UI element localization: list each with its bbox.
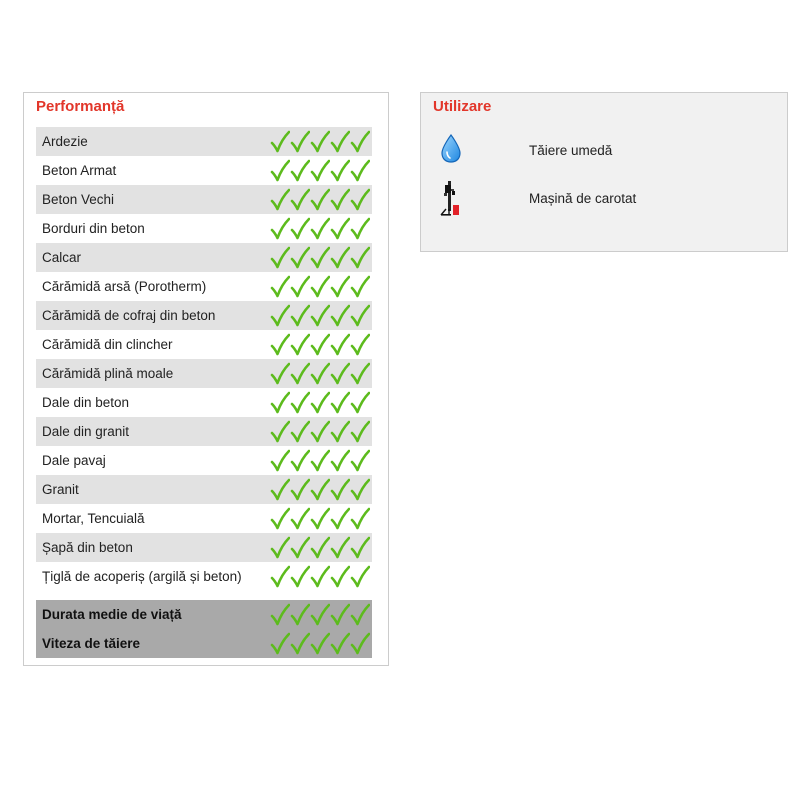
check-icon: [330, 159, 350, 183]
check-icon: [350, 536, 370, 560]
summary-label: Durata medie de viață: [42, 607, 182, 622]
check-icon: [350, 362, 370, 386]
check-icon: [330, 632, 350, 656]
core-drill-machine-icon: [437, 179, 465, 219]
performance-panel: [23, 92, 389, 666]
material-label: Dale din granit: [42, 424, 130, 439]
check-icon: [310, 362, 330, 386]
check-icon: [290, 217, 310, 241]
usage-item-core-drill: [421, 179, 787, 219]
usage-title: Utilizare: [433, 98, 492, 115]
rating-checks: [270, 507, 370, 531]
check-icon: [310, 507, 330, 531]
check-icon: [330, 275, 350, 299]
check-icon: [330, 565, 350, 589]
summary-label: Viteza de tăiere: [42, 636, 141, 651]
material-row: [36, 562, 372, 591]
usage-panel: [420, 92, 788, 252]
check-icon: [290, 536, 310, 560]
performance-title: Performanță: [36, 98, 125, 115]
check-icon: [270, 565, 290, 589]
material-row: [36, 301, 372, 330]
material-label: Cărămidă de cofraj din beton: [42, 308, 216, 323]
rating-checks: [270, 159, 370, 183]
material-label: Șapă din beton: [42, 540, 133, 555]
check-icon: [290, 159, 310, 183]
check-icon: [350, 246, 370, 270]
material-label: Dale din beton: [42, 395, 130, 410]
material-label: Cărămidă din clincher: [42, 337, 173, 352]
material-row: [36, 272, 372, 301]
check-icon: [290, 362, 310, 386]
check-icon: [290, 632, 310, 656]
material-label: Calcar: [42, 250, 82, 265]
check-icon: [310, 333, 330, 357]
check-icon: [330, 333, 350, 357]
check-icon: [270, 275, 290, 299]
material-label: Cărămidă plină moale: [42, 366, 174, 381]
check-icon: [330, 188, 350, 212]
check-icon: [330, 130, 350, 154]
check-icon: [310, 188, 330, 212]
check-icon: [330, 420, 350, 444]
check-icon: [290, 304, 310, 328]
check-icon: [270, 507, 290, 531]
material-label: Țiglă de acoperiș (argilă și beton): [42, 569, 242, 584]
materials-list: [36, 127, 372, 591]
material-row: [36, 156, 372, 185]
material-row: [36, 417, 372, 446]
check-icon: [350, 449, 370, 473]
rating-checks: [270, 275, 370, 299]
usage-label: Mașină de carotat: [529, 191, 637, 206]
material-row: [36, 533, 372, 562]
check-icon: [350, 603, 370, 627]
rating-checks: [270, 632, 370, 656]
check-icon: [270, 246, 290, 270]
check-icon: [310, 217, 330, 241]
check-icon: [350, 507, 370, 531]
check-icon: [270, 603, 290, 627]
check-icon: [290, 391, 310, 415]
rating-checks: [270, 420, 370, 444]
check-icon: [350, 130, 370, 154]
material-row: [36, 446, 372, 475]
rating-checks: [270, 536, 370, 560]
check-icon: [350, 159, 370, 183]
check-icon: [350, 188, 370, 212]
material-label: Beton Vechi: [42, 192, 115, 207]
check-icon: [270, 362, 290, 386]
check-icon: [270, 391, 290, 415]
check-icon: [350, 304, 370, 328]
check-icon: [310, 391, 330, 415]
check-icon: [270, 130, 290, 154]
check-icon: [270, 420, 290, 444]
check-icon: [290, 275, 310, 299]
check-icon: [290, 246, 310, 270]
summary-row: [36, 600, 372, 629]
usage-label: Tăiere umedă: [529, 143, 613, 158]
rating-checks: [270, 362, 370, 386]
check-icon: [310, 536, 330, 560]
material-label: Granit: [42, 482, 79, 497]
check-icon: [330, 478, 350, 502]
check-icon: [350, 632, 370, 656]
check-icon: [330, 362, 350, 386]
rating-checks: [270, 391, 370, 415]
check-icon: [310, 159, 330, 183]
rating-checks: [270, 246, 370, 270]
check-icon: [310, 449, 330, 473]
check-icon: [270, 188, 290, 212]
check-icon: [310, 420, 330, 444]
check-icon: [330, 391, 350, 415]
check-icon: [310, 478, 330, 502]
check-icon: [350, 478, 370, 502]
check-icon: [290, 130, 310, 154]
check-icon: [290, 420, 310, 444]
check-icon: [270, 333, 290, 357]
check-icon: [330, 536, 350, 560]
check-icon: [350, 391, 370, 415]
material-row: [36, 359, 372, 388]
check-icon: [350, 333, 370, 357]
check-icon: [270, 159, 290, 183]
material-row: [36, 127, 372, 156]
rating-checks: [270, 130, 370, 154]
water-drop-icon: [437, 131, 465, 171]
summary-block: [36, 600, 372, 658]
rating-checks: [270, 304, 370, 328]
check-icon: [270, 304, 290, 328]
rating-checks: [270, 217, 370, 241]
material-label: Dale pavaj: [42, 453, 106, 468]
check-icon: [330, 507, 350, 531]
check-icon: [290, 507, 310, 531]
check-icon: [330, 449, 350, 473]
check-icon: [310, 603, 330, 627]
material-label: Beton Armat: [42, 163, 117, 178]
check-icon: [290, 188, 310, 212]
check-icon: [270, 536, 290, 560]
check-icon: [310, 130, 330, 154]
check-icon: [310, 275, 330, 299]
summary-row: [36, 629, 372, 658]
material-label: Ardezie: [42, 134, 88, 149]
check-icon: [350, 565, 370, 589]
check-icon: [330, 603, 350, 627]
check-icon: [310, 304, 330, 328]
rating-checks: [270, 565, 370, 589]
check-icon: [270, 217, 290, 241]
check-icon: [350, 275, 370, 299]
material-row: [36, 475, 372, 504]
check-icon: [310, 246, 330, 270]
material-row: [36, 185, 372, 214]
material-label: Borduri din beton: [42, 221, 145, 236]
rating-checks: [270, 449, 370, 473]
check-icon: [310, 565, 330, 589]
material-row: [36, 330, 372, 359]
material-row: [36, 388, 372, 417]
material-row: [36, 243, 372, 272]
check-icon: [330, 304, 350, 328]
check-icon: [270, 478, 290, 502]
check-icon: [350, 217, 370, 241]
check-icon: [290, 603, 310, 627]
check-icon: [270, 449, 290, 473]
check-icon: [350, 420, 370, 444]
check-icon: [330, 217, 350, 241]
rating-checks: [270, 603, 370, 627]
material-label: Mortar, Tencuială: [42, 511, 145, 526]
material-row: [36, 504, 372, 533]
rating-checks: [270, 333, 370, 357]
check-icon: [330, 246, 350, 270]
check-icon: [290, 333, 310, 357]
check-icon: [310, 632, 330, 656]
check-icon: [290, 565, 310, 589]
material-row: [36, 214, 372, 243]
rating-checks: [270, 478, 370, 502]
check-icon: [290, 449, 310, 473]
check-icon: [290, 478, 310, 502]
usage-item-wet-cutting: [421, 131, 787, 171]
check-icon: [270, 632, 290, 656]
rating-checks: [270, 188, 370, 212]
material-label: Cărămidă arsă (Porotherm): [42, 279, 207, 294]
